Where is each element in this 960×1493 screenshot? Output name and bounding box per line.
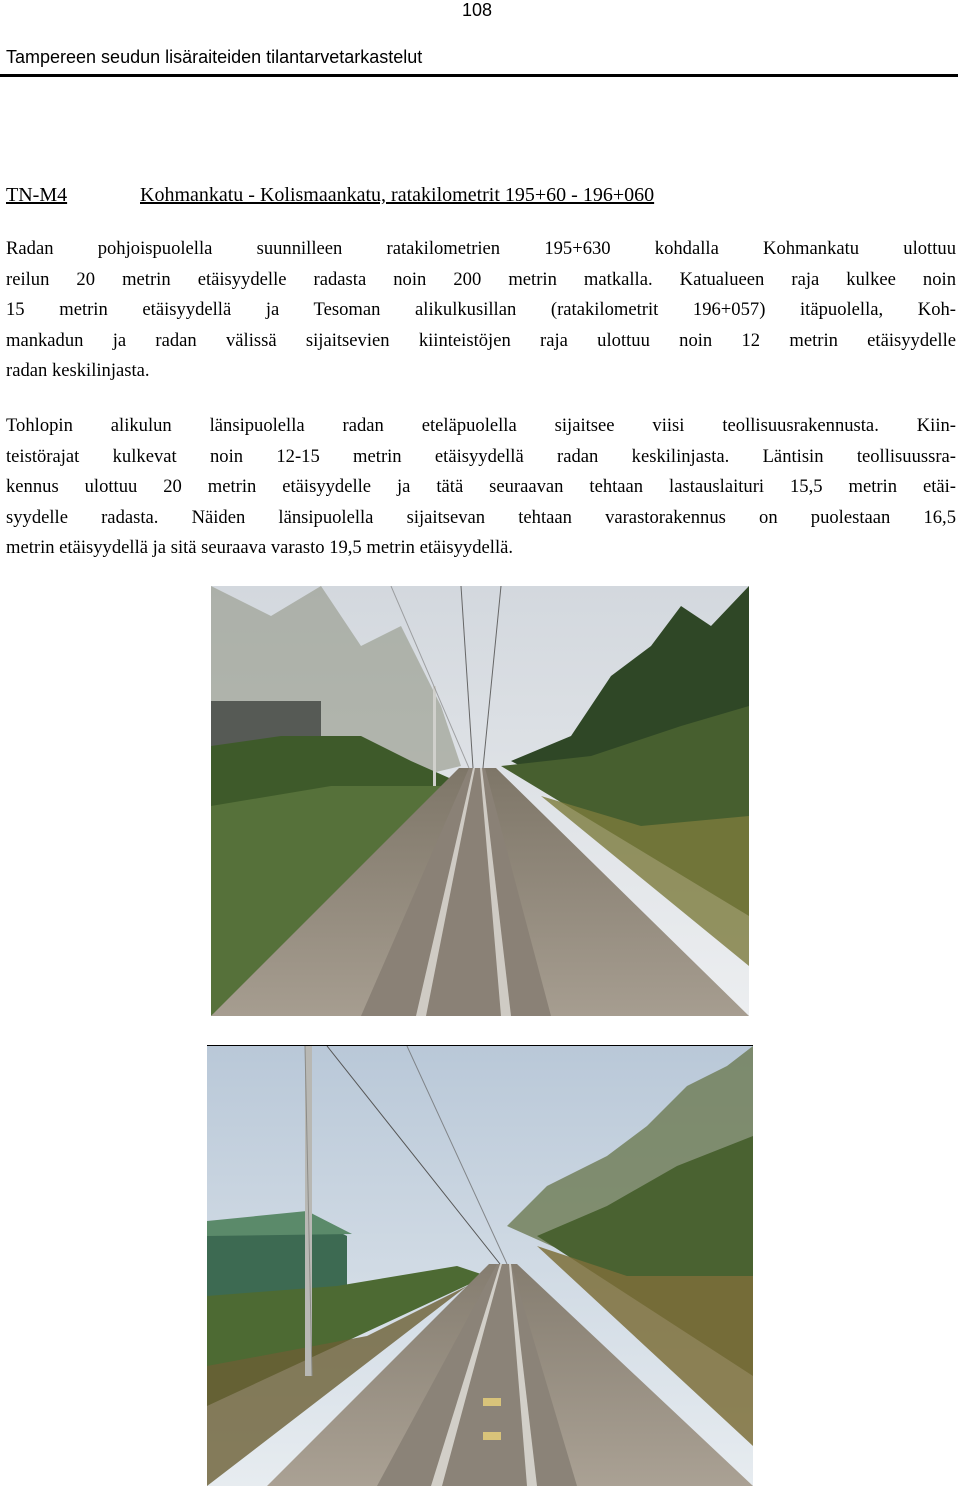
- paragraph-2: [6, 411, 956, 564]
- text-line: Tohlopin alikulun länsipuolella radan eteläpuolella sijaitsee viisi teollisuusrakennusta. Kiin-: [6, 415, 956, 436]
- text-line: Radan pohjoispuolella suunnilleen ratakilometrien 195+630 kohdalla Kohmankatu ulottuu: [6, 238, 956, 259]
- section-code: TN-M4: [6, 184, 68, 206]
- text-line: kennus ulottuu 20 metrin etäisyydelle ja tätä seuraavan tehtaan lastauslaituri 15,5 metrin etäi-: [6, 476, 956, 497]
- text-line: metrin etäisyydellä ja sitä seuraava varasto 19,5 metrin etäisyydellä.: [6, 537, 514, 558]
- page-number: 108: [462, 0, 493, 20]
- header-rule: [0, 74, 958, 77]
- running-header: Tampereen seudun lisäraiteiden tilantarvetarkastelut: [6, 47, 423, 67]
- railway-photo-2: [207, 1046, 753, 1486]
- section-title: Kohmankatu - Kolismaankatu, ratakilometrit 195+60 - 196+060: [140, 184, 655, 206]
- paragraph-1: [6, 234, 956, 387]
- text-line: 15 metrin etäisyydellä ja Tesoman alikulkusillan (ratakilometrit 196+057) itäpuolella, Koh-: [6, 299, 956, 320]
- text-line: mankadun ja radan välissä sijaitsevien kiinteistöjen raja ulottuu noin 12 metrin etäisyydelle: [6, 329, 956, 351]
- railway-photo-1: [211, 586, 749, 1016]
- text-line: radan keskilinjasta.: [6, 360, 150, 381]
- text-line: teistörajat kulkevat noin 12-15 metrin etäisyydellä radan keskilinjasta. Läntisin teollisuussra-: [6, 445, 956, 467]
- text-line: syydelle radasta. Näiden länsipuolella sijaitsevan tehtaan varastorakennus on puolestaan 16,5: [6, 506, 956, 528]
- text-line: reilun 20 metrin etäisyydelle radasta noin 200 metrin matkalla. Katualueen raja kulkee noin: [6, 268, 956, 290]
